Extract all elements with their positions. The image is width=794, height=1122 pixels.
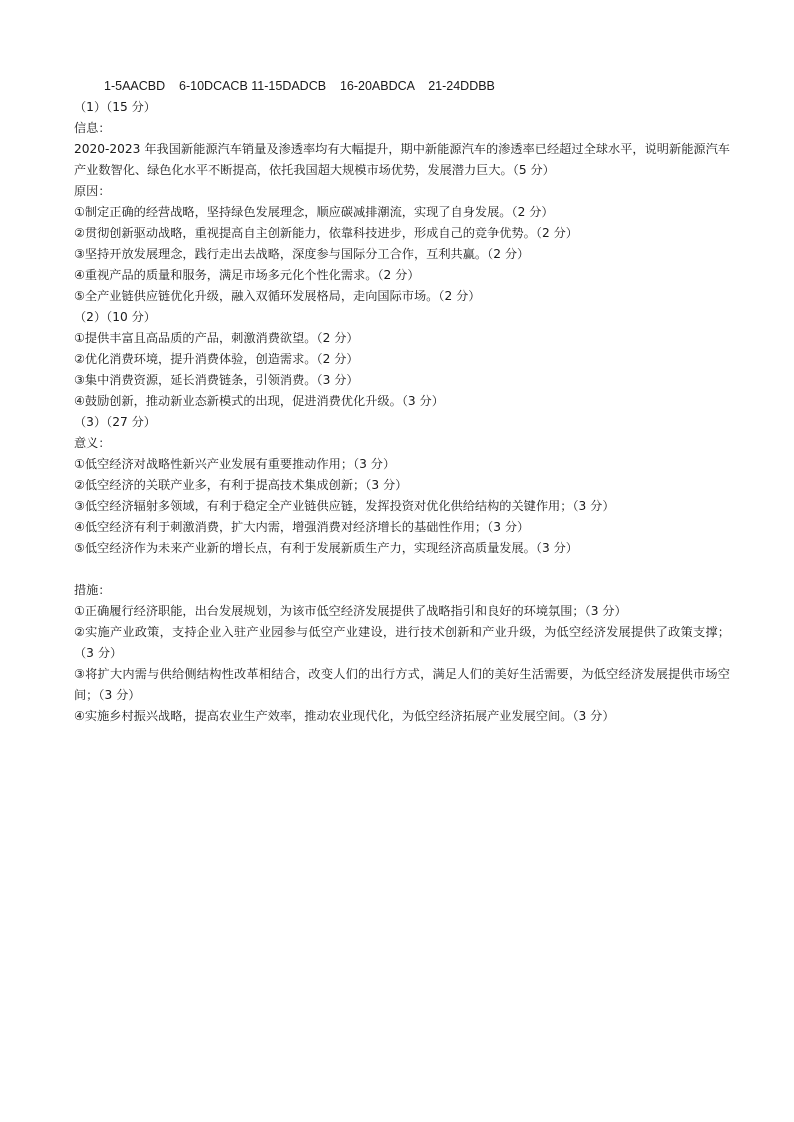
q3-meaning-item: ⑤低空经济作为未来产业新的增长点，有利于发展新质生产力，实现经济高质量发展。（3 分） xyxy=(74,541,578,555)
q3-meaning-item: ②低空经济的关联产业多，有利于提高技术集成创新；（3 分） xyxy=(74,478,408,492)
q1-reason-item: ①制定正确的经营战略，坚持绿色发展理念，顺应碳减排潮流，实现了自身发展。（2 分） xyxy=(74,205,554,219)
q3-measure-item: ②实施产业政策，支持企业入驻产业园参与低空产业建设，进行技术创新和产业升级，为低空经济发展提供了政策支撑；（3 分） xyxy=(74,625,730,660)
q1-reason-label: 原因： xyxy=(74,184,111,198)
q2-item: ③集中消费资源，延长消费链条，引领消费。（3 分） xyxy=(74,373,359,387)
q3-heading: （3）（27 分） xyxy=(74,415,156,429)
q1-heading: （1）（15 分） xyxy=(74,100,156,114)
multiple-choice-answers: 1-5AACBD 6-10DCACB 11-15DADCB 16-20ABDCA 21-24DDBB xyxy=(104,79,495,93)
q3-meaning-item: ①低空经济对战略性新兴产业发展有重要推动作用；（3 分） xyxy=(74,457,396,471)
q1-reason-item: ④重视产品的质量和服务，满足市场多元化个性化需求。（2 分） xyxy=(74,268,420,282)
q1-info-label: 信息： xyxy=(74,121,111,135)
q3-measure-item: ③将扩大内需与供给侧结构性改革相结合，改变人们的出行方式，满足人们的美好生活需要，为低空经济发展提供市场空间；（3 分） xyxy=(74,667,730,702)
q3-measure-item: ④实施乡村振兴战略，提高农业生产效率，推动农业现代化，为低空经济拓展产业发展空间。（3 分） xyxy=(74,709,615,723)
q3-meaning-item: ④低空经济有利于刺激消费，扩大内需，增强消费对经济增长的基础性作用；（3 分） xyxy=(74,520,530,534)
q3-meaning-label: 意义： xyxy=(74,436,111,450)
q3-meaning-item: ③低空经济辐射多领域，有利于稳定全产业链供应链，发挥投资对优化供给结构的关键作用；（3 分） xyxy=(74,499,615,513)
q1-info-text: 2020-2023 年我国新能源汽车销量及渗透率均有大幅提升，期中新能源汽车的渗透率已经超过全球水平，说明新能源汽车产业数智化、绿色化水平不断提高，依托我国超大规模市场优势，发展潜力巨大。（5 分） xyxy=(74,142,730,177)
q1-reason-item: ②贯彻创新驱动战略，重视提高自主创新能力，依靠科技进步，形成自己的竞争优势。（2 分） xyxy=(74,226,578,240)
q1-reason-item: ③坚持开放发展理念，践行走出去战略，深度参与国际分工合作，互利共赢。（2 分） xyxy=(74,247,530,261)
q2-heading: （2）（10 分） xyxy=(74,310,156,324)
q3-measure-item: ①正确履行经济职能，出台发展规划，为该市低空经济发展提供了战略指引和良好的环境氛围；（3 分） xyxy=(74,604,627,618)
q2-item: ①提供丰富且高品质的产品，刺激消费欲望。（2 分） xyxy=(74,331,359,345)
section-spacer xyxy=(74,559,730,580)
q2-item: ②优化消费环境，提升消费体验，创造需求。（2 分） xyxy=(74,352,359,366)
q1-reason-item: ⑤全产业链供应链优化升级，融入双循环发展格局，走向国际市场。（2 分） xyxy=(74,289,481,303)
q2-item: ④鼓励创新，推动新业态新模式的出现，促进消费优化升级。（3 分） xyxy=(74,394,444,408)
q3-measure-label: 措施： xyxy=(74,583,111,597)
answer-content xyxy=(74,76,730,727)
